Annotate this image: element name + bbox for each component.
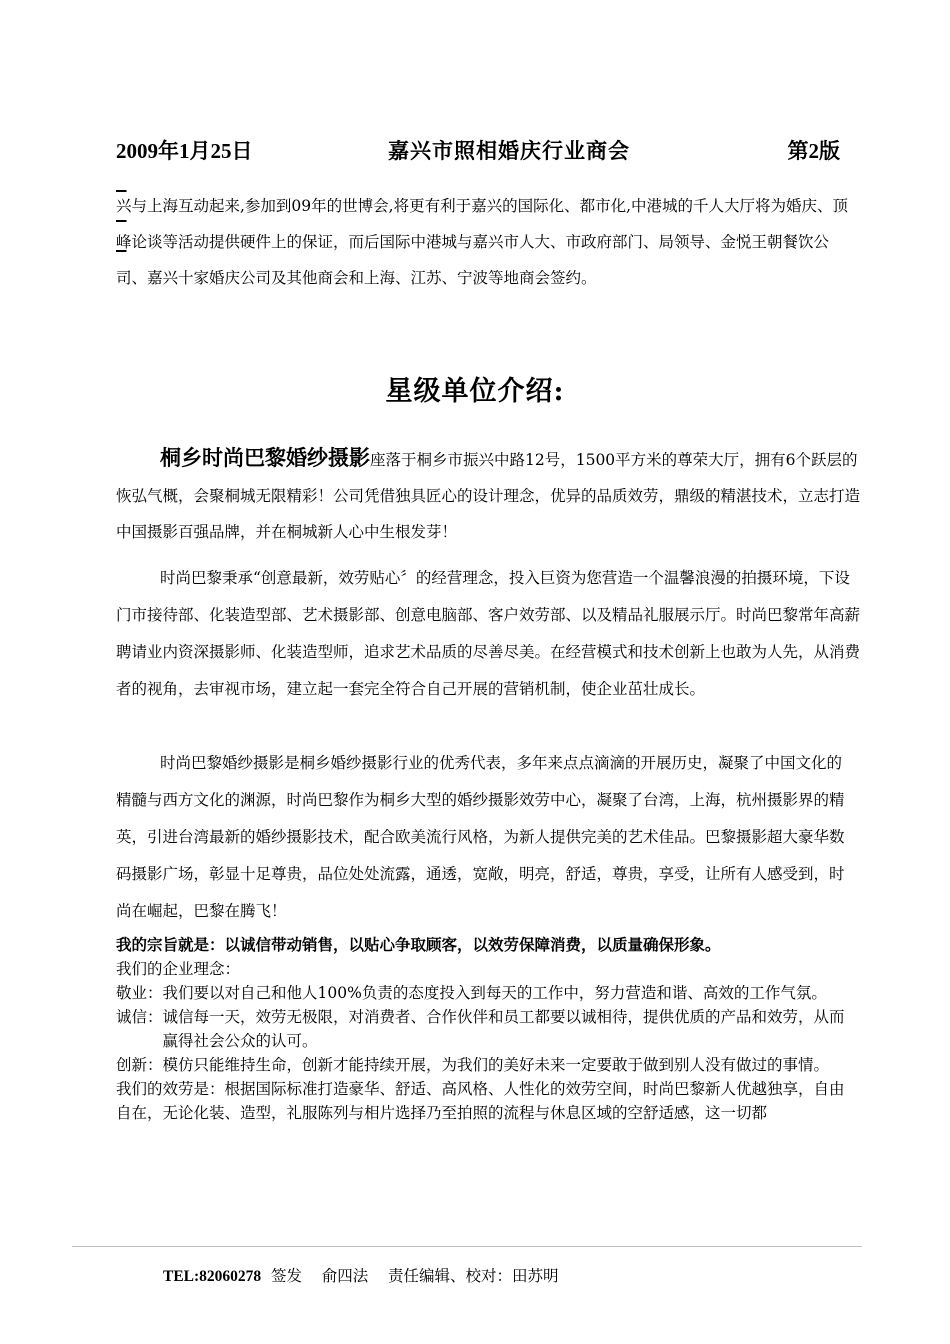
services-paragraph: 我们的效劳是：根据国际标准打造豪华、舒适、高风格、人性化的效劳空间，时尚巴黎新人优越独享，自由自在，无论化装、造型，礼服陈列与相片选择乃至拍照的流程与休息区域的空舒适感，这一切都 xyxy=(116,1080,845,1122)
footer-divider xyxy=(72,1246,862,1247)
footer-signer: 俞四法 xyxy=(321,1267,369,1285)
principle-label: 诚信： xyxy=(116,1008,163,1026)
footer-signed-label: 签发 xyxy=(271,1267,303,1285)
philosophy-heading: 我们的企业理念： xyxy=(116,960,241,978)
footer-editor-label: 责任编辑、校对： xyxy=(388,1267,513,1285)
principle-item xyxy=(116,1005,856,1053)
body-paragraph: 时尚巴黎秉承“创意最新，效劳贴心〞的经营理念，投入巨资为您营造一个温馨浪漫的拍摄环境，下设门市接待部、化装造型部、艺术摄影部、创意电脑部、客户效劳部、以及精品礼服展示厅。时尚巴黎常年高薪聘请业内资深摄影师、化装造型师，追求艺术品质的尽善尽美。在经营模式和技术创新上也敢为人先，从消费者的视角，去审视市场，建立起一套完全符合自己开展的营销机制，使企业茁壮成长。 xyxy=(116,569,861,698)
footer-editor: 田苏明 xyxy=(512,1267,559,1285)
newspaper-header xyxy=(116,136,840,166)
issue-date: 2009年1月25日 xyxy=(116,139,253,163)
studio-intro-text: 座落于桐乡市振兴中路12号，1500平方米的尊荣大厅，拥有6个跃层的恢弘气概，会聚桐城无限精彩！公司凭借独具匠心的设计理念，优异的品质效劳，鼎级的精湛技术，立志打造中国摄影百强品牌，并在桐城新人心中生根发芽！ xyxy=(116,451,861,541)
principle-text: 模仿只能维持生命，创新才能持续开展，为我们的美好未来一定要敢于做到别人没有做过的事情。 xyxy=(162,1056,830,1074)
page-number: 第2版 xyxy=(787,139,840,163)
principle-label: 敬业： xyxy=(116,984,163,1002)
company-values-block xyxy=(116,933,856,1125)
principle-item xyxy=(116,981,856,1005)
studio-intro-paragraph xyxy=(116,440,860,550)
studio-name: 桐乡时尚巴黎婚纱摄影 xyxy=(160,445,370,470)
principle-label: 创新： xyxy=(116,1056,163,1074)
principle-text: 我们要以对自己和他人100%负责的态度投入到每天的工作中，努力营造和谐、高效的工作气氛。 xyxy=(162,984,827,1002)
footer-telephone: TEL:82060278 xyxy=(163,1268,262,1285)
intro-paragraph: 兴与上海互动起来,参加到09年的世博会,将更有利于嘉兴的国际化、都市化,中港城的千人大厅将为婚庆、顶峰论谈等活动提供硬件上的保证，而后国际中港城与嘉兴市人大、市政府部门、局领导、金悦王朝餐饮公司、嘉兴十家婚庆公司及其他商会和上海、江苏、宁波等地商会签约。 xyxy=(116,197,849,287)
principle-item xyxy=(116,1053,856,1077)
body-paragraph: 时尚巴黎婚纱摄影是桐乡婚纱摄影行业的优秀代表，多年来点点滴滴的开展历史，凝聚了中国文化的精髓与西方文化的渊源，时尚巴黎作为桐乡大型的婚纱摄影效劳中心，凝聚了台湾，上海，杭州摄影界的精英，引进台湾最新的婚纱摄影技术，配合欧美流行风格，为新人提供完美的艺术佳品。巴黎摄影超大豪华数码摄影广场，彰显十足尊贵，品位处处流露，通透，宽敞，明亮，舒适，尊贵，享受，让所有人感受到，时尚在崛起，巴黎在腾飞！ xyxy=(116,754,845,920)
section-title: 星级单位介绍: xyxy=(385,376,565,407)
publisher-name: 嘉兴市照相婚庆行业商会 xyxy=(388,139,630,163)
footer xyxy=(163,1264,559,1289)
mission-statement: 我的宗旨就是：以诚信带动销售，以贴心争取顾客，以效劳保障消费，以质量确保形象。 xyxy=(116,935,721,954)
principle-text: 诚信每一天，效劳无极限，对消费者、合作伙伴和员工都要以诚相待，提供优质的产品和效劳，从而赢得社会公众的认可。 xyxy=(162,1008,845,1050)
